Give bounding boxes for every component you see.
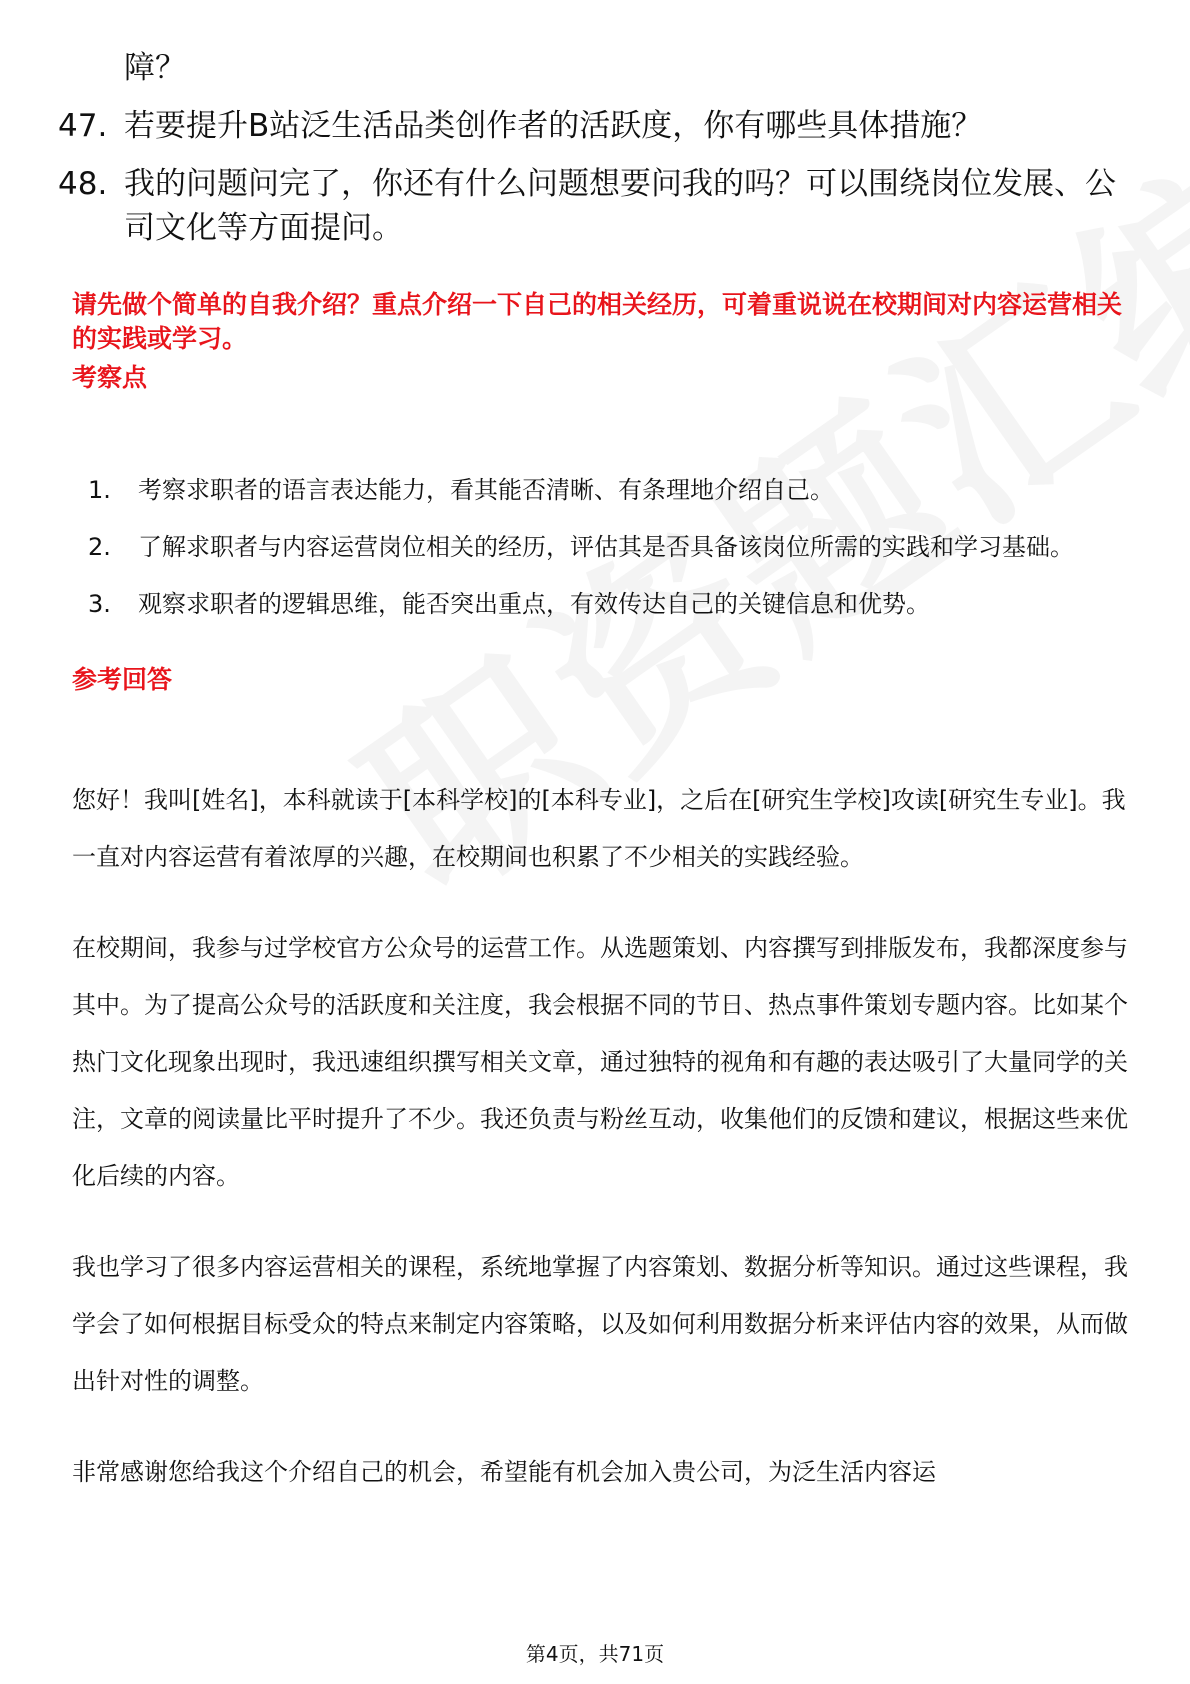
list-item-number: 48.	[58, 166, 108, 202]
list-item-number: 47.	[58, 108, 108, 144]
list-item-text: 了解求职者与内容运营岗位相关的经历，评估其是否具备该岗位所需的实践和学习基础。	[138, 533, 1074, 561]
list-item-continuation: 障？	[124, 50, 186, 86]
list-item	[72, 519, 1130, 576]
answer-paragraph: 非常感谢您给我这个介绍自己的机会，希望能有机会加入贵公司，为泛生活内容运	[72, 1458, 936, 1486]
page-footer: 第4页，共71页	[525, 1642, 665, 1666]
list-item-number: 1.	[88, 476, 111, 504]
answer-paragraph: 我也学习了很多内容运营相关的课程，系统地掌握了内容策划、数据分析等知识。通过这些课程，我学会了如何根据目标受众的特点来制定内容策略，以及如何利用数据分析来评估内容的效果，从而做出针对性的调整。	[72, 1253, 1128, 1395]
interview-question: 请先做个简单的自我介绍？重点介绍一下自己的相关经历，可着重说说在校期间对内容运营相关的实践或学习。	[72, 290, 1123, 353]
list-item-text: 观察求职者的逻辑思维，能否突出重点，有效传达自己的关键信息和优势。	[138, 590, 930, 618]
section-heading-answer: 参考回答	[72, 665, 173, 694]
list-item-text: 考察求职者的语言表达能力，看其能否清晰、有条理地介绍自己。	[138, 476, 834, 504]
list-item	[72, 576, 1130, 633]
section-heading-kaocha: 考察点	[72, 363, 148, 392]
list-item	[72, 462, 1130, 519]
answer-paragraph: 您好！我叫[姓名]，本科就读于[本科学校]的[本科专业]，之后在[研究生学校]攻读[研究生专业]。我一直对内容运营有着浓厚的兴趣，在校期间也积累了不少相关的实践经验。	[72, 786, 1126, 871]
list-item-text: 若要提升B站泛生活品类创作者的活跃度，你有哪些具体措施？	[124, 108, 983, 144]
list-item-text: 我的问题问完了，你还有什么问题想要问我的吗？可以围绕岗位发展、公司文化等方面提问。	[124, 166, 1116, 246]
list-item	[58, 162, 1128, 250]
question-list	[58, 46, 1128, 264]
answer-paragraph: 在校期间，我参与过学校官方公众号的运营工作。从选题策划、内容撰写到排版发布，我都深度参与其中。为了提高公众号的活跃度和关注度，我会根据不同的节日、热点事件策划专题内容。比如某个热门文化现象出现时，我迅速组织撰写相关文章，通过独特的视角和有趣的表达吸引了大量同学的关注，文章的阅读量比平时提升了不少。我还负责与粉丝互动，收集他们的反馈和建议，根据这些来优化后续的内容。	[72, 934, 1128, 1190]
list-item-number: 3.	[88, 590, 111, 618]
reference-answer	[72, 772, 1130, 1535]
list-item-number: 2.	[88, 533, 111, 561]
list-item	[58, 104, 1128, 148]
assessment-points	[72, 462, 1130, 633]
